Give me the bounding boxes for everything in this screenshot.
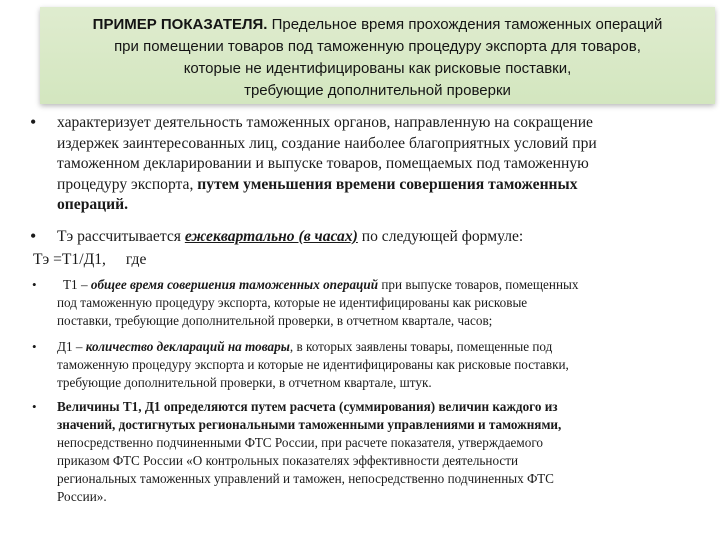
s3-line-2: значений, достигнутых региональными таможенными управлениями и таможнями, xyxy=(57,416,562,432)
subparagraph-3 xyxy=(57,398,717,505)
s3-line-1: Величины Т1, Д1 определяются путем расчета (суммирования) величин каждого из xyxy=(57,399,558,414)
formula-line xyxy=(33,250,720,271)
s2-emphasis: количество деклараций на товары xyxy=(85,339,290,354)
p2-emphasis: ежеквартально (в часах) xyxy=(184,228,358,245)
p1-line-3: таможенном декларировании и выпуске товаров, помещаемых под таможенную xyxy=(57,155,589,173)
s2-plain: Д1 – xyxy=(57,339,86,354)
paragraph-1 xyxy=(57,113,717,216)
s1-line-1 xyxy=(57,276,717,294)
p2-plain-2: по следующей формуле: xyxy=(357,228,524,245)
p1-line-1: характеризует деятельность таможенных органов, направленную на сокращение xyxy=(57,114,593,131)
s1-emphasis: общее время совершения таможенных операций xyxy=(90,277,379,292)
s3-line-3: непосредственно подчиненными ФТС России, при расчете показателя, утверждаемого xyxy=(57,434,544,450)
s2-line-3: требующие дополнительной проверки, в отчетном квартале, штук. xyxy=(57,374,432,390)
p2-line xyxy=(57,227,717,248)
s1-line-3: поставки, требующие дополнительной проверки, в отчетном квартале, часов; xyxy=(57,312,493,328)
title-line-2: при помещении товаров под таможенную процедуру экспорта для товаров, xyxy=(114,38,641,55)
sub-bullet-3: • xyxy=(32,399,37,414)
subparagraph-2 xyxy=(57,338,717,392)
p1-line-4 xyxy=(57,175,717,196)
s2-rest: , в которых заявлены товары, помещенные под xyxy=(289,339,553,354)
formula-expression: Тэ =Т1/Д1, xyxy=(33,251,106,268)
s3-line-4: приказом ФТС России «О контрольных показателях эффективности деятельности xyxy=(57,452,519,468)
title-line-1-rest: Предельное время прохождения таможенных операций xyxy=(267,16,663,33)
p1-line-5: операций. xyxy=(57,196,129,214)
s3-line-5: региональных таможенных управлений и таможен, непосредственно подчиненных ФТС xyxy=(57,470,554,486)
formula-where: где xyxy=(125,251,147,268)
p1-line-4-bold: путем уменьшения времени совершения таможенных xyxy=(197,175,578,193)
s3-line-6: России». xyxy=(57,488,107,504)
s1-line-2: под таможенную процедуру экспорта, которые не идентифицированы как рисковые xyxy=(57,294,528,310)
sub-bullet-1: • xyxy=(32,277,37,292)
bullet-1: • xyxy=(30,112,37,132)
paragraph-2 xyxy=(57,227,717,248)
s1-rest: при выпуске товаров, помещенных xyxy=(378,277,579,292)
s1-plain: Т1 – xyxy=(63,277,91,292)
title-box xyxy=(40,7,715,104)
title-line-4: требующие дополнительной проверки xyxy=(244,82,511,99)
subparagraph-1 xyxy=(57,276,717,330)
s2-line-1 xyxy=(57,338,717,356)
title-line-3: которые не идентифицированы как рисковые поставки, xyxy=(183,60,572,77)
sub-bullet-2: • xyxy=(32,339,37,354)
title-line-1 xyxy=(40,14,715,36)
p2-plain-1: Тэ рассчитывается xyxy=(57,228,185,245)
s2-line-2: таможенную процедуру экспорта и которые не идентифицированы как рисковые поставки, xyxy=(57,356,569,372)
p1-line-4-plain: процедуру экспорта, xyxy=(57,175,198,193)
bullet-2: • xyxy=(30,226,37,246)
title-bold: ПРИМЕР ПОКАЗАТЕЛЯ. xyxy=(92,16,268,33)
p1-line-2: издержек заинтересованных лиц, создание наиболее благоприятных условий при xyxy=(57,134,597,152)
